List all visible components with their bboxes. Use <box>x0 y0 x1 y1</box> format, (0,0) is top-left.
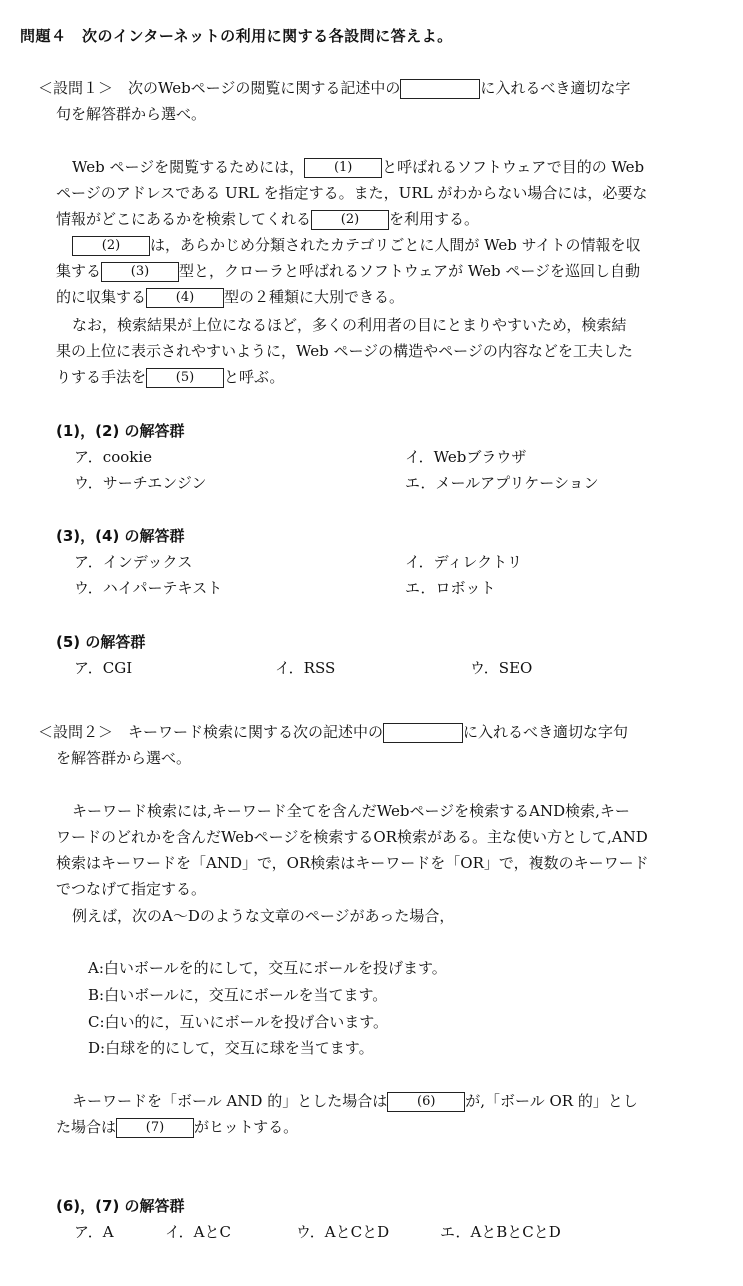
q1-para2-line1 <box>72 235 641 256</box>
q1-para3-line1: なお，検索結果が上位になるほど，多くの利用者の目にとまりやすいため，検索結 <box>72 316 627 334</box>
option: イ．RSS <box>275 659 336 677</box>
q1-para1-line3 <box>56 209 479 230</box>
blank-7: (7) <box>116 1118 194 1138</box>
text-span: を利用する。 <box>389 210 480 228</box>
text-span: 情報がどこにあるかを検索してくれる <box>56 210 312 228</box>
text-span: と呼ぶ。 <box>224 368 285 386</box>
text-span: た場合は <box>56 1118 117 1136</box>
answer-group-1-2-heading: (1)，(2) の解答群 <box>56 422 185 440</box>
option: イ．Webブラウザ <box>405 448 527 466</box>
option: ア．cookie <box>74 448 153 466</box>
page-title: 問題４ 次のインターネットの利用に関する各設問に答えよ。 <box>20 27 453 45</box>
example-a: A:白いボールを的にして，交互にボールを投げます。 <box>88 959 447 977</box>
q2-para1-line2: ワードのどれかを含んだWebページを検索するOR検索がある。主な使い方として,AND <box>56 828 648 846</box>
example-b: B:白いボールに，交互にボールを当てます。 <box>88 986 388 1004</box>
blank-3: (3) <box>101 262 179 282</box>
text-span: がヒットする。 <box>194 1118 299 1136</box>
blank-5: (5) <box>146 368 224 388</box>
q2-heading <box>38 722 628 743</box>
option: ウ．サーチエンジン <box>74 474 207 492</box>
example-c: C:白い的に，互いにボールを投げ合います。 <box>88 1013 389 1031</box>
example-d: D:白球を的にして，交互に球を当てます。 <box>88 1039 374 1057</box>
text-span: 型と，クローラと呼ばれるソフトウェアが Web ページを巡回し自動 <box>179 262 641 280</box>
answer-group-5-heading: (5) の解答群 <box>56 633 146 651</box>
option: エ．メールアプリケーション <box>405 474 599 492</box>
option: ア．A <box>74 1223 114 1241</box>
blank-4: (4) <box>146 288 224 308</box>
text-span: は，あらかじめ分類されたカテゴリごとに人間が Web サイトの情報を収 <box>150 236 641 254</box>
text-span: 集する <box>56 262 102 280</box>
q2-heading-text-b: に入れるべき適切な字句 <box>463 723 629 741</box>
q2-para1-line4: でつなげて指定する。 <box>56 880 207 898</box>
option: ウ．ハイパーテキスト <box>74 579 223 597</box>
text-span: キーワードを「ボール AND 的」とした場合は <box>72 1092 388 1110</box>
q1-para1-line1 <box>72 157 644 178</box>
option: イ．AとC <box>165 1223 231 1241</box>
q2-heading-text-a: ＜設問２＞ キーワード検索に関する次の記述中の <box>38 723 384 741</box>
q1-heading-text-b: に入れるべき適切な字 <box>480 79 631 97</box>
option: ア．CGI <box>74 659 133 677</box>
q1-para2-line2 <box>56 261 640 282</box>
blank-box <box>383 723 463 743</box>
blank-6: (6) <box>387 1092 465 1112</box>
q1-heading <box>38 78 630 99</box>
option: ウ．AとCとD <box>296 1223 390 1241</box>
q2-para3-line1 <box>72 1091 638 1112</box>
text-span: 的に収集する <box>56 288 147 306</box>
q2-para2: 例えば，次のA～Dのような文章のページがあった場合， <box>72 907 455 925</box>
q1-heading-line2: 句を解答群から選べ。 <box>56 105 207 123</box>
q1-heading-text-a: ＜設問１＞ 次のWebページの閲覧に関する記述中の <box>38 79 401 97</box>
q2-para1-line1: キーワード検索には,キーワード全てを含んだWebページを検索するAND検索,キー <box>72 802 630 820</box>
q1-para2-line3 <box>56 287 404 308</box>
text-span: 型の２種類に大別できる。 <box>224 288 405 306</box>
q1-para3-line2: 果の上位に表示されやすいように，Web ページの構造やページの内容などを工夫した <box>56 342 633 360</box>
answer-group-3-4-heading: (3)，(4) の解答群 <box>56 527 185 545</box>
blank-box <box>400 79 480 99</box>
option: イ．ディレクトリ <box>405 553 523 571</box>
text-span: が,「ボール OR 的」とし <box>465 1092 638 1110</box>
q2-para1-line3: 検索はキーワードを「AND」で，OR検索はキーワードを「OR」で，複数のキーワード <box>56 854 649 872</box>
option: エ．ロボット <box>405 579 496 597</box>
blank-1: (1) <box>304 158 382 178</box>
text-span: Web ページを閲覧するためには， <box>72 158 305 176</box>
text-span: と呼ばれるソフトウェアで目的の Web <box>382 158 645 176</box>
answer-group-6-7-heading: (6)，(7) の解答群 <box>56 1197 185 1215</box>
q1-para1-line2: ページのアドレスである URL を指定する。また，URL がわからない場合には，必要な <box>56 184 648 202</box>
q2-heading-line2: を解答群から選べ。 <box>56 749 192 767</box>
option: ウ．SEO <box>470 659 533 677</box>
option: ア．インデックス <box>74 553 193 571</box>
text-span: りする手法を <box>56 368 147 386</box>
blank-2: (2) <box>311 210 389 230</box>
option: エ．AとBとCとD <box>440 1223 561 1241</box>
q1-para3-line3 <box>56 367 284 388</box>
blank-2: (2) <box>72 236 150 256</box>
q2-para3-line2 <box>56 1117 298 1138</box>
